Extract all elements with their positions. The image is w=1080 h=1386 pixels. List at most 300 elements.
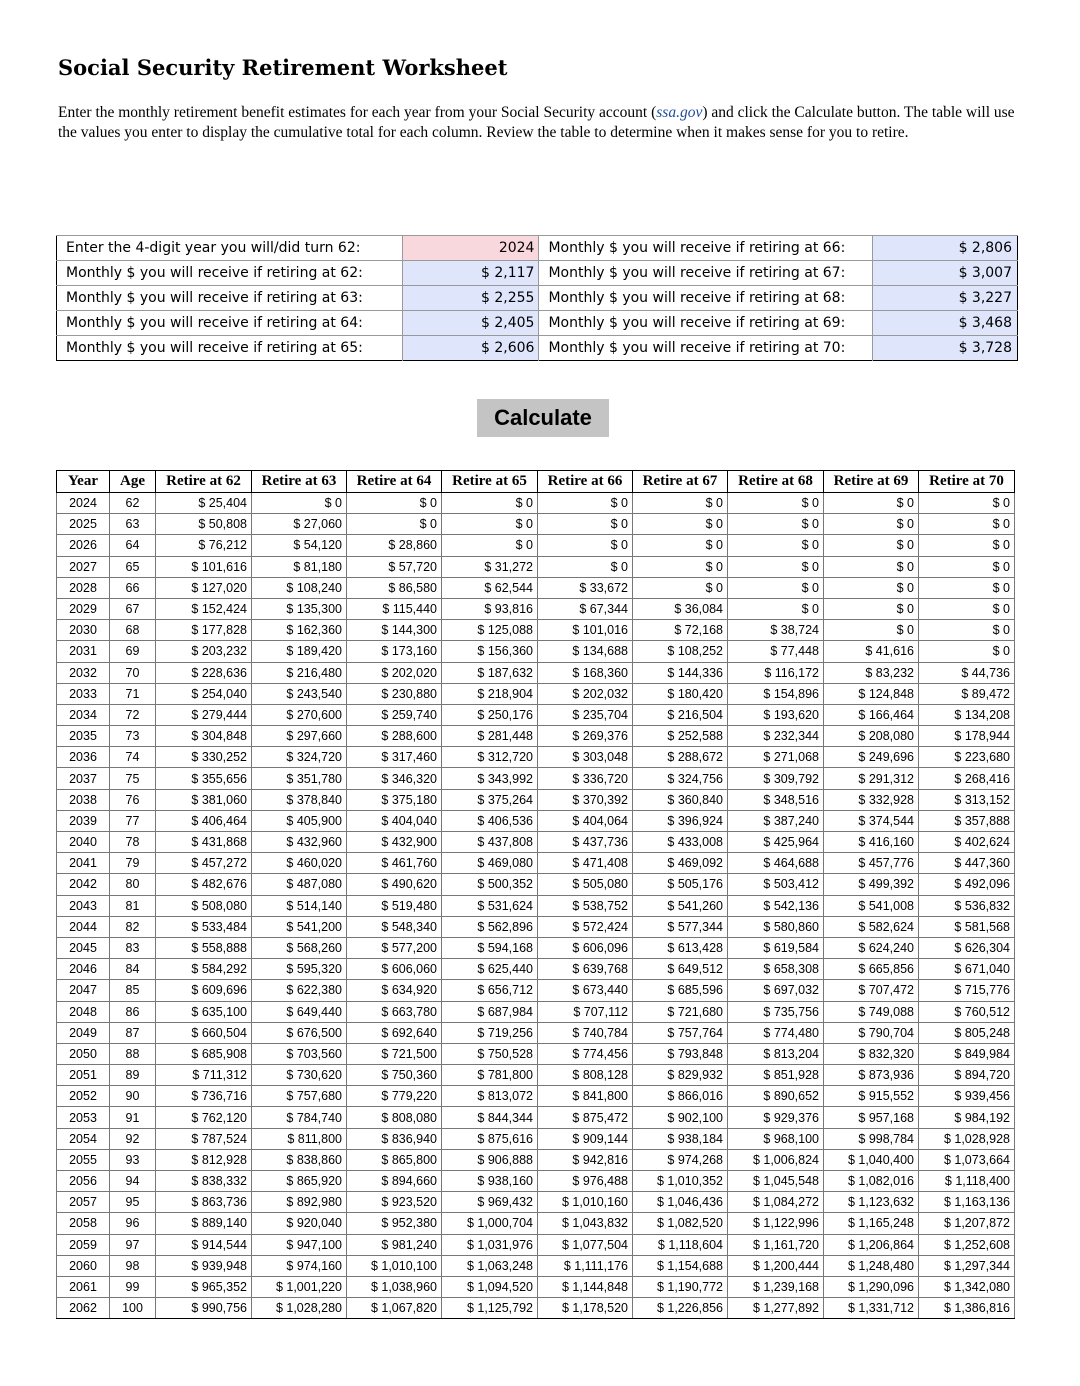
cumulative-total-cell: $ 332,928 xyxy=(824,789,919,810)
table-row xyxy=(57,1001,1015,1022)
cumulative-total-cell: $ 813,072 xyxy=(442,1086,538,1107)
cumulative-total-cell: $ 875,472 xyxy=(538,1107,633,1128)
cumulative-total-cell: $ 343,992 xyxy=(442,768,538,789)
cumulative-total-cell: $ 269,376 xyxy=(538,726,633,747)
table-row xyxy=(57,768,1015,789)
cumulative-total-cell: $ 108,252 xyxy=(633,641,728,662)
monthly-benefit-input[interactable]: $ 2,606 xyxy=(402,336,539,361)
cumulative-total-cell: $ 774,480 xyxy=(728,1022,824,1043)
table-row xyxy=(57,1043,1015,1064)
cumulative-total-cell: $ 348,516 xyxy=(728,789,824,810)
age-cell: 84 xyxy=(110,959,156,980)
cumulative-total-cell: $ 974,268 xyxy=(633,1149,728,1170)
cumulative-total-cell: $ 832,320 xyxy=(824,1043,919,1064)
age-cell: 79 xyxy=(110,853,156,874)
cumulative-total-cell: $ 582,624 xyxy=(824,916,919,937)
year-cell: 2044 xyxy=(57,916,110,937)
cumulative-total-cell: $ 584,292 xyxy=(156,959,252,980)
cumulative-total-cell: $ 0 xyxy=(538,493,633,514)
cumulative-total-cell: $ 939,456 xyxy=(919,1086,1015,1107)
cumulative-total-cell: $ 1,063,248 xyxy=(442,1255,538,1276)
year-cell: 2031 xyxy=(57,641,110,662)
cumulative-total-cell: $ 166,464 xyxy=(824,704,919,725)
cumulative-total-cell: $ 0 xyxy=(728,493,824,514)
cumulative-total-cell: $ 697,032 xyxy=(728,980,824,1001)
cumulative-total-cell: $ 1,206,864 xyxy=(824,1234,919,1255)
cumulative-total-cell: $ 619,584 xyxy=(728,937,824,958)
column-header: Retire at 62 xyxy=(156,471,252,493)
cumulative-total-cell: $ 351,780 xyxy=(252,768,347,789)
age-cell: 65 xyxy=(110,556,156,577)
cumulative-total-cell: $ 218,904 xyxy=(442,683,538,704)
cumulative-total-cell: $ 626,304 xyxy=(919,937,1015,958)
cumulative-total-cell: $ 50,808 xyxy=(156,514,252,535)
input-label: Monthly $ you will receive if retiring at 63: xyxy=(57,286,403,311)
year-cell: 2056 xyxy=(57,1171,110,1192)
table-row xyxy=(57,1086,1015,1107)
cumulative-total-cell: $ 749,088 xyxy=(824,1001,919,1022)
input-row xyxy=(57,261,1018,286)
cumulative-total-cell: $ 1,038,960 xyxy=(347,1276,442,1297)
cumulative-total-cell: $ 500,352 xyxy=(442,874,538,895)
year-cell: 2040 xyxy=(57,832,110,853)
table-row xyxy=(57,1022,1015,1043)
age-cell: 62 xyxy=(110,493,156,514)
cumulative-total-cell: $ 536,832 xyxy=(919,895,1015,916)
cumulative-total-cell: $ 829,932 xyxy=(633,1065,728,1086)
input-row xyxy=(57,236,1018,261)
year-cell: 2047 xyxy=(57,980,110,1001)
age-cell: 92 xyxy=(110,1128,156,1149)
cumulative-total-cell: $ 740,784 xyxy=(538,1022,633,1043)
cumulative-total-cell: $ 514,140 xyxy=(252,895,347,916)
cumulative-total-cell: $ 464,688 xyxy=(728,853,824,874)
cumulative-total-cell: $ 889,140 xyxy=(156,1213,252,1234)
cumulative-total-cell: $ 0 xyxy=(919,577,1015,598)
ssa-link[interactable]: ssa.gov xyxy=(656,104,703,121)
cumulative-total-cell: $ 457,272 xyxy=(156,853,252,874)
cumulative-total-cell: $ 297,660 xyxy=(252,726,347,747)
table-row xyxy=(57,959,1015,980)
cumulative-total-cell: $ 144,336 xyxy=(633,662,728,683)
cumulative-total-cell: $ 906,888 xyxy=(442,1149,538,1170)
table-row xyxy=(57,747,1015,768)
cumulative-total-cell: $ 254,040 xyxy=(156,683,252,704)
year-cell: 2051 xyxy=(57,1065,110,1086)
cumulative-total-cell: $ 490,620 xyxy=(347,874,442,895)
year-cell: 2059 xyxy=(57,1234,110,1255)
cumulative-total-cell: $ 416,160 xyxy=(824,832,919,853)
intro-paragraph xyxy=(58,103,1023,143)
cumulative-total-cell: $ 1,118,604 xyxy=(633,1234,728,1255)
cumulative-total-cell: $ 757,680 xyxy=(252,1086,347,1107)
cumulative-total-cell: $ 406,536 xyxy=(442,810,538,831)
cumulative-total-cell: $ 144,300 xyxy=(347,620,442,641)
cumulative-total-cell: $ 0 xyxy=(919,493,1015,514)
cumulative-total-cell: $ 968,100 xyxy=(728,1128,824,1149)
cumulative-total-cell: $ 1,207,872 xyxy=(919,1213,1015,1234)
cumulative-total-cell: $ 914,544 xyxy=(156,1234,252,1255)
cumulative-total-cell: $ 374,544 xyxy=(824,810,919,831)
cumulative-total-cell: $ 1,122,996 xyxy=(728,1213,824,1234)
cumulative-total-cell: $ 0 xyxy=(442,535,538,556)
cumulative-total-cell: $ 268,416 xyxy=(919,768,1015,789)
age-cell: 87 xyxy=(110,1022,156,1043)
cumulative-total-cell: $ 838,860 xyxy=(252,1149,347,1170)
cumulative-total-cell: $ 404,040 xyxy=(347,810,442,831)
cumulative-total-cell: $ 1,331,712 xyxy=(824,1298,919,1319)
cumulative-total-cell: $ 89,472 xyxy=(919,683,1015,704)
monthly-benefit-input[interactable]: $ 2,806 xyxy=(873,236,1018,261)
monthly-benefit-input[interactable]: $ 2,405 xyxy=(402,311,539,336)
cumulative-total-cell: $ 813,204 xyxy=(728,1043,824,1064)
cumulative-total-cell: $ 482,676 xyxy=(156,874,252,895)
cumulative-total-cell: $ 998,784 xyxy=(824,1128,919,1149)
cumulative-total-cell: $ 533,484 xyxy=(156,916,252,937)
table-row xyxy=(57,1149,1015,1170)
age-cell: 88 xyxy=(110,1043,156,1064)
cumulative-total-cell: $ 67,344 xyxy=(538,598,633,619)
table-row xyxy=(57,895,1015,916)
cumulative-total-cell: $ 162,360 xyxy=(252,620,347,641)
monthly-benefit-input[interactable]: $ 2,117 xyxy=(402,261,539,286)
age-cell: 85 xyxy=(110,980,156,1001)
cumulative-total-cell: $ 1,239,168 xyxy=(728,1276,824,1297)
cumulative-total-cell: $ 503,412 xyxy=(728,874,824,895)
age-cell: 94 xyxy=(110,1171,156,1192)
cumulative-total-cell: $ 189,420 xyxy=(252,641,347,662)
cumulative-total-cell: $ 259,740 xyxy=(347,704,442,725)
cumulative-total-cell: $ 1,010,352 xyxy=(633,1171,728,1192)
year-cell: 2039 xyxy=(57,810,110,831)
age-cell: 71 xyxy=(110,683,156,704)
cumulative-total-cell: $ 1,082,520 xyxy=(633,1213,728,1234)
year-cell: 2036 xyxy=(57,747,110,768)
cumulative-total-cell: $ 660,504 xyxy=(156,1022,252,1043)
cumulative-total-cell: $ 180,420 xyxy=(633,683,728,704)
cumulative-total-cell: $ 639,768 xyxy=(538,959,633,980)
year-cell: 2049 xyxy=(57,1022,110,1043)
year-cell: 2060 xyxy=(57,1255,110,1276)
age-cell: 78 xyxy=(110,832,156,853)
cumulative-total-cell: $ 387,240 xyxy=(728,810,824,831)
cumulative-total-cell: $ 656,712 xyxy=(442,980,538,1001)
cumulative-total-cell: $ 920,040 xyxy=(252,1213,347,1234)
cumulative-total-cell: $ 673,440 xyxy=(538,980,633,1001)
cumulative-total-cell: $ 519,480 xyxy=(347,895,442,916)
cumulative-total-cell: $ 44,736 xyxy=(919,662,1015,683)
cumulative-total-cell: $ 1,031,976 xyxy=(442,1234,538,1255)
cumulative-total-cell: $ 216,480 xyxy=(252,662,347,683)
cumulative-total-cell: $ 152,424 xyxy=(156,598,252,619)
cumulative-total-cell: $ 235,704 xyxy=(538,704,633,725)
cumulative-total-cell: $ 577,344 xyxy=(633,916,728,937)
cumulative-total-cell: $ 1,077,504 xyxy=(538,1234,633,1255)
table-row xyxy=(57,577,1015,598)
cumulative-total-cell: $ 1,010,100 xyxy=(347,1255,442,1276)
cumulative-total-cell: $ 974,160 xyxy=(252,1255,347,1276)
column-header: Retire at 67 xyxy=(633,471,728,493)
cumulative-total-cell: $ 1,200,444 xyxy=(728,1255,824,1276)
cumulative-total-cell: $ 721,680 xyxy=(633,1001,728,1022)
cumulative-total-cell: $ 735,756 xyxy=(728,1001,824,1022)
cumulative-total-cell: $ 405,900 xyxy=(252,810,347,831)
cumulative-total-cell: $ 622,380 xyxy=(252,980,347,1001)
cumulative-total-cell: $ 437,808 xyxy=(442,832,538,853)
cumulative-total-cell: $ 93,816 xyxy=(442,598,538,619)
year-cell: 2028 xyxy=(57,577,110,598)
cumulative-total-cell: $ 505,176 xyxy=(633,874,728,895)
table-row xyxy=(57,1298,1015,1319)
input-row xyxy=(57,311,1018,336)
column-header: Retire at 64 xyxy=(347,471,442,493)
cumulative-total-cell: $ 663,780 xyxy=(347,1001,442,1022)
cumulative-total-cell: $ 1,125,792 xyxy=(442,1298,538,1319)
table-row xyxy=(57,1107,1015,1128)
age-cell: 89 xyxy=(110,1065,156,1086)
year-cell: 2050 xyxy=(57,1043,110,1064)
cumulative-total-cell: $ 216,504 xyxy=(633,704,728,725)
cumulative-total-cell: $ 1,144,848 xyxy=(538,1276,633,1297)
cumulative-total-cell: $ 271,068 xyxy=(728,747,824,768)
cumulative-total-cell: $ 707,112 xyxy=(538,1001,633,1022)
cumulative-total-cell: $ 909,144 xyxy=(538,1128,633,1149)
cumulative-total-cell: $ 581,568 xyxy=(919,916,1015,937)
cumulative-total-cell: $ 115,440 xyxy=(347,598,442,619)
cumulative-total-cell: $ 336,720 xyxy=(538,768,633,789)
input-label: Monthly $ you will receive if retiring at 68: xyxy=(539,286,873,311)
cumulative-total-cell: $ 461,760 xyxy=(347,853,442,874)
cumulative-total-cell: $ 0 xyxy=(347,493,442,514)
cumulative-total-cell: $ 692,640 xyxy=(347,1022,442,1043)
cumulative-total-cell: $ 0 xyxy=(919,598,1015,619)
table-row xyxy=(57,662,1015,683)
age-cell: 82 xyxy=(110,916,156,937)
cumulative-total-cell: $ 370,392 xyxy=(538,789,633,810)
table-row xyxy=(57,493,1015,514)
cumulative-total-cell: $ 902,100 xyxy=(633,1107,728,1128)
cumulative-total-cell: $ 355,656 xyxy=(156,768,252,789)
cumulative-total-cell: $ 1,028,928 xyxy=(919,1128,1015,1149)
age-cell: 77 xyxy=(110,810,156,831)
cumulative-total-cell: $ 894,660 xyxy=(347,1171,442,1192)
cumulative-total-cell: $ 1,006,824 xyxy=(728,1149,824,1170)
cumulative-total-cell: $ 202,032 xyxy=(538,683,633,704)
cumulative-total-cell: $ 156,360 xyxy=(442,641,538,662)
monthly-benefit-input[interactable]: $ 3,728 xyxy=(873,336,1018,361)
cumulative-total-cell: $ 965,352 xyxy=(156,1276,252,1297)
year-cell: 2037 xyxy=(57,768,110,789)
cumulative-total-cell: $ 25,404 xyxy=(156,493,252,514)
monthly-benefit-input[interactable]: $ 2,255 xyxy=(402,286,539,311)
age-cell: 90 xyxy=(110,1086,156,1107)
cumulative-total-cell: $ 81,180 xyxy=(252,556,347,577)
cumulative-total-cell: $ 929,376 xyxy=(728,1107,824,1128)
cumulative-total-cell: $ 324,756 xyxy=(633,768,728,789)
cumulative-total-cell: $ 249,696 xyxy=(824,747,919,768)
cumulative-total-cell: $ 947,100 xyxy=(252,1234,347,1255)
cumulative-total-cell: $ 279,444 xyxy=(156,704,252,725)
year-cell: 2057 xyxy=(57,1192,110,1213)
year-cell: 2048 xyxy=(57,1001,110,1022)
cumulative-total-cell: $ 808,128 xyxy=(538,1065,633,1086)
cumulative-total-cell: $ 865,920 xyxy=(252,1171,347,1192)
cumulative-total-cell: $ 232,344 xyxy=(728,726,824,747)
cumulative-total-cell: $ 671,040 xyxy=(919,959,1015,980)
age-cell: 98 xyxy=(110,1255,156,1276)
table-row xyxy=(57,874,1015,895)
age-cell: 68 xyxy=(110,620,156,641)
cumulative-total-cell: $ 0 xyxy=(538,514,633,535)
cumulative-total-cell: $ 357,888 xyxy=(919,810,1015,831)
year-62-input[interactable]: 2024 xyxy=(402,236,539,261)
cumulative-total-cell: $ 457,776 xyxy=(824,853,919,874)
cumulative-total-cell: $ 324,720 xyxy=(252,747,347,768)
cumulative-total-cell: $ 252,588 xyxy=(633,726,728,747)
monthly-benefit-input[interactable]: $ 3,007 xyxy=(873,261,1018,286)
cumulative-total-cell: $ 1,082,016 xyxy=(824,1171,919,1192)
cumulative-total-cell: $ 894,720 xyxy=(919,1065,1015,1086)
cumulative-total-cell: $ 873,936 xyxy=(824,1065,919,1086)
age-cell: 64 xyxy=(110,535,156,556)
cumulative-total-cell: $ 281,448 xyxy=(442,726,538,747)
cumulative-total-cell: $ 624,240 xyxy=(824,937,919,958)
table-row xyxy=(57,556,1015,577)
cumulative-total-cell: $ 580,860 xyxy=(728,916,824,937)
cumulative-total-cell: $ 865,800 xyxy=(347,1149,442,1170)
table-row xyxy=(57,1213,1015,1234)
cumulative-total-cell: $ 658,308 xyxy=(728,959,824,980)
cumulative-total-cell: $ 687,984 xyxy=(442,1001,538,1022)
cumulative-total-cell: $ 0 xyxy=(824,577,919,598)
cumulative-total-cell: $ 108,240 xyxy=(252,577,347,598)
age-cell: 91 xyxy=(110,1107,156,1128)
cumulative-total-cell: $ 787,524 xyxy=(156,1128,252,1149)
cumulative-total-cell: $ 1,248,480 xyxy=(824,1255,919,1276)
cumulative-total-cell: $ 1,084,272 xyxy=(728,1192,824,1213)
cumulative-total-cell: $ 1,043,832 xyxy=(538,1213,633,1234)
cumulative-total-cell: $ 703,560 xyxy=(252,1043,347,1064)
cumulative-total-cell: $ 76,212 xyxy=(156,535,252,556)
cumulative-total-cell: $ 0 xyxy=(824,535,919,556)
cumulative-total-cell: $ 38,724 xyxy=(728,620,824,641)
cumulative-total-cell: $ 433,008 xyxy=(633,832,728,853)
monthly-benefit-input[interactable]: $ 3,227 xyxy=(873,286,1018,311)
cumulative-total-cell: $ 538,752 xyxy=(538,895,633,916)
cumulative-total-cell: $ 492,096 xyxy=(919,874,1015,895)
cumulative-total-cell: $ 1,111,176 xyxy=(538,1255,633,1276)
table-row xyxy=(57,1255,1015,1276)
input-label: Enter the 4-digit year you will/did turn 62: xyxy=(57,236,403,261)
cumulative-total-cell: $ 811,800 xyxy=(252,1128,347,1149)
cumulative-total-cell: $ 0 xyxy=(633,493,728,514)
cumulative-total-cell: $ 981,240 xyxy=(347,1234,442,1255)
age-cell: 63 xyxy=(110,514,156,535)
cumulative-total-cell: $ 984,192 xyxy=(919,1107,1015,1128)
cumulative-total-cell: $ 270,600 xyxy=(252,704,347,725)
cumulative-total-cell: $ 558,888 xyxy=(156,937,252,958)
cumulative-total-cell: $ 0 xyxy=(728,514,824,535)
cumulative-total-cell: $ 707,472 xyxy=(824,980,919,1001)
cumulative-total-cell: $ 1,045,548 xyxy=(728,1171,824,1192)
cumulative-total-cell: $ 202,020 xyxy=(347,662,442,683)
cumulative-total-cell: $ 793,848 xyxy=(633,1043,728,1064)
cumulative-total-cell: $ 508,080 xyxy=(156,895,252,916)
table-row xyxy=(57,641,1015,662)
cumulative-total-cell: $ 173,160 xyxy=(347,641,442,662)
cumulative-total-cell: $ 437,736 xyxy=(538,832,633,853)
table-row xyxy=(57,620,1015,641)
cumulative-total-cell: $ 0 xyxy=(633,535,728,556)
calculate-button[interactable]: Calculate xyxy=(477,399,609,437)
table-row xyxy=(57,937,1015,958)
table-row xyxy=(57,598,1015,619)
age-cell: 69 xyxy=(110,641,156,662)
cumulative-total-cell: $ 460,020 xyxy=(252,853,347,874)
column-header: Retire at 66 xyxy=(538,471,633,493)
age-cell: 73 xyxy=(110,726,156,747)
cumulative-total-cell: $ 594,168 xyxy=(442,937,538,958)
age-cell: 97 xyxy=(110,1234,156,1255)
cumulative-total-cell: $ 0 xyxy=(728,535,824,556)
table-row xyxy=(57,980,1015,1001)
cumulative-total-cell: $ 0 xyxy=(633,556,728,577)
cumulative-total-cell: $ 0 xyxy=(824,556,919,577)
cumulative-total-cell: $ 577,200 xyxy=(347,937,442,958)
cumulative-total-cell: $ 541,260 xyxy=(633,895,728,916)
cumulative-total-cell: $ 1,094,520 xyxy=(442,1276,538,1297)
intro-text-before: Enter the monthly retirement benefit estimates for each year from your Social Security account ( xyxy=(58,104,657,121)
cumulative-total-cell: $ 487,080 xyxy=(252,874,347,895)
cumulative-total-cell: $ 892,980 xyxy=(252,1192,347,1213)
cumulative-total-cell: $ 288,672 xyxy=(633,747,728,768)
cumulative-total-cell: $ 28,860 xyxy=(347,535,442,556)
cumulative-total-cell: $ 1,001,220 xyxy=(252,1276,347,1297)
cumulative-total-cell: $ 1,178,520 xyxy=(538,1298,633,1319)
cumulative-total-cell: $ 1,154,688 xyxy=(633,1255,728,1276)
cumulative-total-cell: $ 805,248 xyxy=(919,1022,1015,1043)
cumulative-total-cell: $ 609,696 xyxy=(156,980,252,1001)
cumulative-total-cell: $ 841,800 xyxy=(538,1086,633,1107)
age-cell: 70 xyxy=(110,662,156,683)
cumulative-total-cell: $ 875,616 xyxy=(442,1128,538,1149)
cumulative-total-cell: $ 57,720 xyxy=(347,556,442,577)
cumulative-total-cell: $ 1,163,136 xyxy=(919,1192,1015,1213)
cumulative-total-cell: $ 31,272 xyxy=(442,556,538,577)
cumulative-total-cell: $ 127,020 xyxy=(156,577,252,598)
cumulative-total-cell: $ 86,580 xyxy=(347,577,442,598)
cumulative-total-cell: $ 719,256 xyxy=(442,1022,538,1043)
year-cell: 2045 xyxy=(57,937,110,958)
table-row xyxy=(57,853,1015,874)
column-header: Retire at 63 xyxy=(252,471,347,493)
cumulative-total-cell: $ 685,596 xyxy=(633,980,728,1001)
table-row xyxy=(57,789,1015,810)
monthly-benefit-input[interactable]: $ 3,468 xyxy=(873,311,1018,336)
year-cell: 2029 xyxy=(57,598,110,619)
age-cell: 66 xyxy=(110,577,156,598)
cumulative-total-cell: $ 288,600 xyxy=(347,726,442,747)
table-row xyxy=(57,1192,1015,1213)
cumulative-total-cell: $ 844,344 xyxy=(442,1107,538,1128)
input-label: Monthly $ you will receive if retiring at 64: xyxy=(57,311,403,336)
age-cell: 74 xyxy=(110,747,156,768)
cumulative-total-cell: $ 154,896 xyxy=(728,683,824,704)
cumulative-total-cell: $ 505,080 xyxy=(538,874,633,895)
cumulative-total-cell: $ 36,084 xyxy=(633,598,728,619)
cumulative-total-cell: $ 375,264 xyxy=(442,789,538,810)
cumulative-total-cell: $ 0 xyxy=(728,556,824,577)
